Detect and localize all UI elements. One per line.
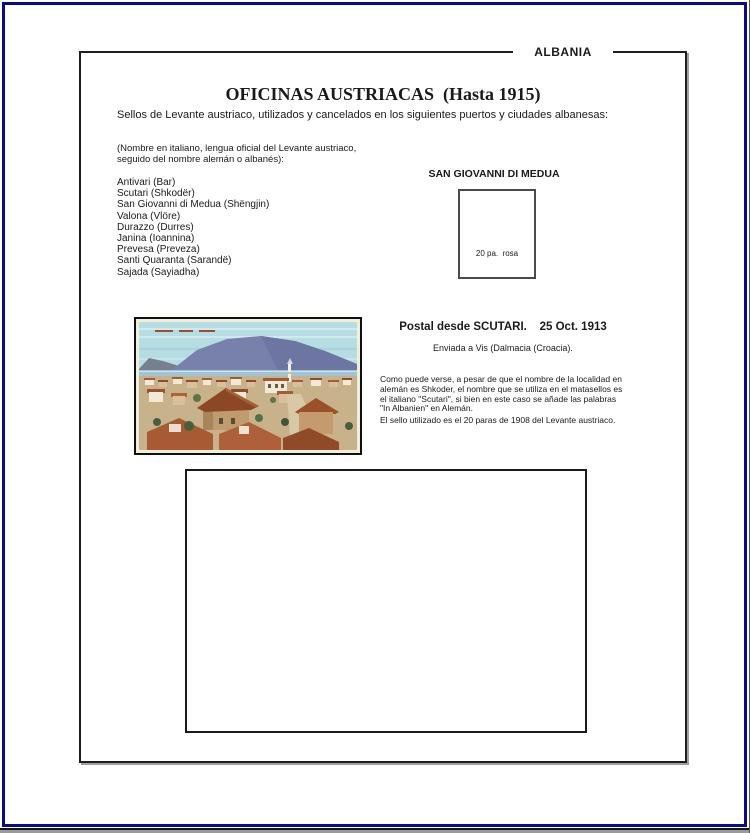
city-list	[117, 177, 269, 278]
stamp-section-heading: SAN GIOVANNI DI MEDUA	[428, 168, 560, 180]
city-item: Sajada (Sayiadha)	[117, 266, 200, 278]
postal-heading: Postal desde SCUTARI. 25 Oct. 1913	[399, 321, 607, 333]
postcard	[134, 317, 362, 455]
postal-subheading: Enviada a Vis (Dalmacia (Croacia).	[433, 343, 573, 353]
paragraph-line: el italiano "Scutari", si bien en este caso se añade las palabras	[380, 393, 617, 404]
paragraph-line: "In Albanien" en Alemán.	[380, 403, 473, 414]
city-item: Scutari (Shkodër)	[117, 188, 195, 200]
album-page-frame	[79, 45, 687, 763]
stamp-note: El sello utilizado es el 20 paras de 1908 del Levante austriaco.	[380, 415, 616, 425]
city-item: Prevesa (Preveza)	[117, 244, 200, 256]
stamp-label: 20 pa. rosa	[475, 249, 519, 258]
city-item: Santi Quaranta (Sarandë)	[117, 255, 232, 267]
naming-note-line: seguido del nombre alemán o albanés):	[117, 154, 284, 165]
intro-text: Sellos de Levante austriaco, utilizados y cancelados en los siguientes puertos y ciudades albanesas:	[117, 109, 609, 121]
page-title: OFICINAS AUSTRIACAS (Hasta 1915)	[225, 84, 541, 104]
postal-paragraph	[380, 375, 634, 414]
city-item: Janina (Ioannina)	[117, 233, 195, 245]
city-item: Antivari (Bar)	[117, 177, 176, 188]
naming-note-line: (Nombre en italiano, lengua oficial del Levante austriaco,	[117, 143, 357, 154]
city-item: Valona (Vlöre)	[117, 210, 181, 222]
empty-cover-box	[185, 469, 587, 733]
paragraph-line: Como puede verse, a pesar de que el nombre de la localidad en	[380, 374, 622, 384]
postcard-image	[139, 322, 357, 450]
stamp-placeholder-box	[458, 189, 536, 279]
city-item: Durazzo (Durres)	[117, 221, 194, 233]
country-tab: ALBANIA	[513, 44, 613, 60]
paragraph-line: alemán es Shkoder, el nombre que se utiliza en el matasellos es	[380, 383, 623, 394]
naming-note	[117, 143, 356, 165]
city-item: San Giovanni di Medua (Shëngjin)	[117, 199, 270, 211]
